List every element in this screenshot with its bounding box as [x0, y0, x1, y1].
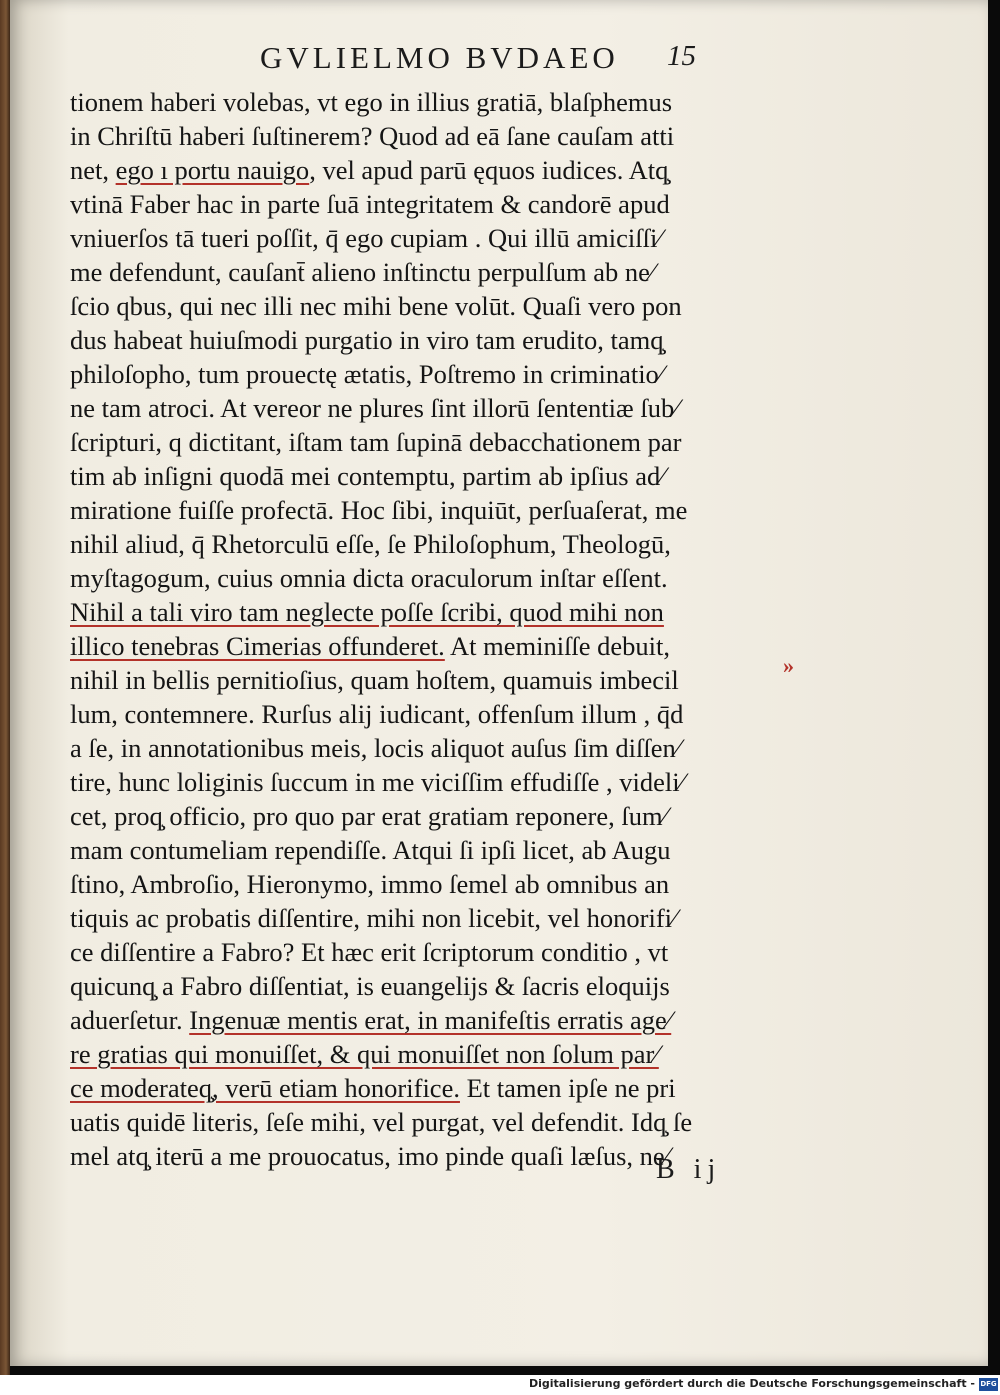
text-line	[70, 1105, 790, 1139]
line-text: vniuerſos tā tueri poſſit, q̄ ego cupiam . Qui illū amiciſſi⁄	[70, 223, 662, 253]
line-text: dus habeat huiuſmodi purgatio in viro tam erudito, tamq̧	[70, 325, 664, 355]
line-text: , vel apud parū ęquos iudices. Atq̧	[309, 155, 669, 185]
text-line	[70, 1037, 790, 1071]
text-block	[70, 85, 790, 1173]
text-line	[70, 561, 790, 595]
line-text: mel atq̧ iterū a me prouocatus, imo pinde quaſi læſus, ne⁄	[70, 1141, 670, 1171]
line-text: uatis quidē literis, ſeſe mihi, vel purgat, vel defendit. Idq̧ ſe	[70, 1107, 693, 1137]
text-line	[70, 221, 790, 255]
line-text: aduerſetur.	[70, 1005, 190, 1035]
underlined-passage: ce moderateq̧, verū etiam honorifice.	[70, 1073, 460, 1103]
text-line	[70, 1071, 790, 1105]
text-line	[70, 663, 790, 697]
line-text: in Chriſtū haberi ſuſtinerem? Quod ad eā ſane cauſam atti	[70, 121, 675, 151]
line-text: lum, contemnere. Rurſus alij iudicant, offenſum illum , q̄d	[70, 699, 684, 729]
text-line	[70, 255, 790, 289]
footer-bar	[0, 1375, 1000, 1395]
book-page	[10, 0, 988, 1366]
underlined-passage: Nihil a tali viro tam neglecte poſſe ſcribi, quod mihi non	[70, 597, 664, 627]
line-text: ce diſſentire a Fabro? Et hæc erit ſcriptorum conditio , vt	[70, 937, 669, 967]
line-text: At meminiſſe debuit,	[444, 631, 671, 661]
line-text: philoſopho, tum prouectę ætatis, Poſtremo in criminatio⁄	[70, 359, 664, 389]
running-head: GVLIELMO BVDAEO	[260, 40, 619, 75]
line-text: nihil in bellis pernitioſius, quam hoſtem, quamuis imbecil	[70, 665, 679, 695]
text-line	[70, 493, 790, 527]
line-text: tim ab inſigni quodā mei contemptu, partim ab ipſius ad⁄	[70, 461, 665, 491]
signature-mark: B ij	[656, 1154, 722, 1185]
line-text: vtinā Faber hac in parte ſuā integritatem & candorē apud	[70, 189, 670, 219]
line-text: miratione fuiſſe profectā. Hoc ſibi, inquiūt, perſuaſerat, me	[70, 495, 688, 525]
text-line	[70, 629, 790, 663]
line-text: quicunq̧ a Fabro diſſentiat, is euangelijs & ſacris eloquijs	[70, 971, 670, 1001]
text-line	[70, 901, 790, 935]
text-line	[70, 935, 790, 969]
funding-note: Digitalisierung gefördert durch die Deutsche Forschungsgemeinschaft -	[528, 1377, 975, 1390]
underlined-passage: Ingenuæ mentis erat, in manifeſtis erratis age⁄	[189, 1005, 672, 1035]
text-line	[70, 527, 790, 561]
line-text: ſcripturi, q dictitant, iſtam tam ſupinā debacchationem par	[70, 427, 682, 457]
text-line	[70, 969, 790, 1003]
text-line	[70, 595, 790, 629]
line-text: tiquis ac probatis diſſentire, mihi non licebit, vel honorifi⁄	[70, 903, 677, 933]
underlined-passage: ego ı portu nauigo	[115, 155, 310, 185]
text-line	[70, 867, 790, 901]
text-line	[70, 153, 790, 187]
underlined-passage: re gratias qui monuiſſet, & qui monuiſſet non ſolum par⁄	[70, 1039, 659, 1069]
text-line	[70, 799, 790, 833]
text-line	[70, 731, 790, 765]
line-text: cet, proq̧ officio, pro quo par erat gratiam reponere, ſum⁄	[70, 801, 668, 831]
text-line	[70, 357, 790, 391]
line-text: ſcio qbus, qui nec illi nec mihi bene volūt. Quaſi vero pon	[70, 291, 682, 321]
text-line	[70, 459, 790, 493]
dfg-logo-icon: DFG	[979, 1378, 998, 1391]
line-text: me defendunt, cauſant̄ alieno inſtinctu perpulſum ab ne⁄	[70, 257, 655, 287]
text-line	[70, 391, 790, 425]
text-line	[70, 119, 790, 153]
text-line	[70, 1003, 790, 1037]
line-text: nihil aliud, q̄ Rhetorculū eſſe, ſe Philoſophum, Theologū,	[70, 529, 671, 559]
text-line	[70, 833, 790, 867]
text-line	[70, 323, 790, 357]
marginal-note: »	[783, 653, 794, 678]
line-text: a ſe, in annotationibus meis, locis aliquot auſus ſim diſſen⁄	[70, 733, 681, 763]
text-line	[70, 425, 790, 459]
text-line	[70, 187, 790, 221]
line-text: tionem haberi volebas, vt ego in illius gratiā, blaſphemus	[70, 87, 673, 117]
line-text: ſtino, Ambroſio, Hieronymo, immo ſemel ab omnibus an	[70, 869, 670, 899]
folio-number: 15	[667, 40, 696, 72]
underlined-passage: illico tenebras Cimerias offunderet.	[70, 631, 445, 661]
line-text: myſtagogum, cuius omnia dicta oraculorum inſtar eſſent.	[70, 563, 668, 593]
text-line	[70, 697, 790, 731]
line-text: Et tamen ipſe ne pri	[459, 1073, 676, 1103]
line-text: mam contumeliam rependiſſe. Atqui ſi ipſi licet, ab Augu	[70, 835, 671, 865]
text-line	[70, 85, 790, 119]
book-binding-edge	[0, 0, 10, 1375]
text-line	[70, 765, 790, 799]
line-text: net,	[70, 155, 116, 185]
line-text: ne tam atroci. At vereor ne plures ſint illorū ſententiæ ſub⁄	[70, 393, 679, 423]
text-line	[70, 289, 790, 323]
line-text: tire, hunc loliginis ſuccum in me viciſſim effudiſſe , videli⁄	[70, 767, 685, 797]
